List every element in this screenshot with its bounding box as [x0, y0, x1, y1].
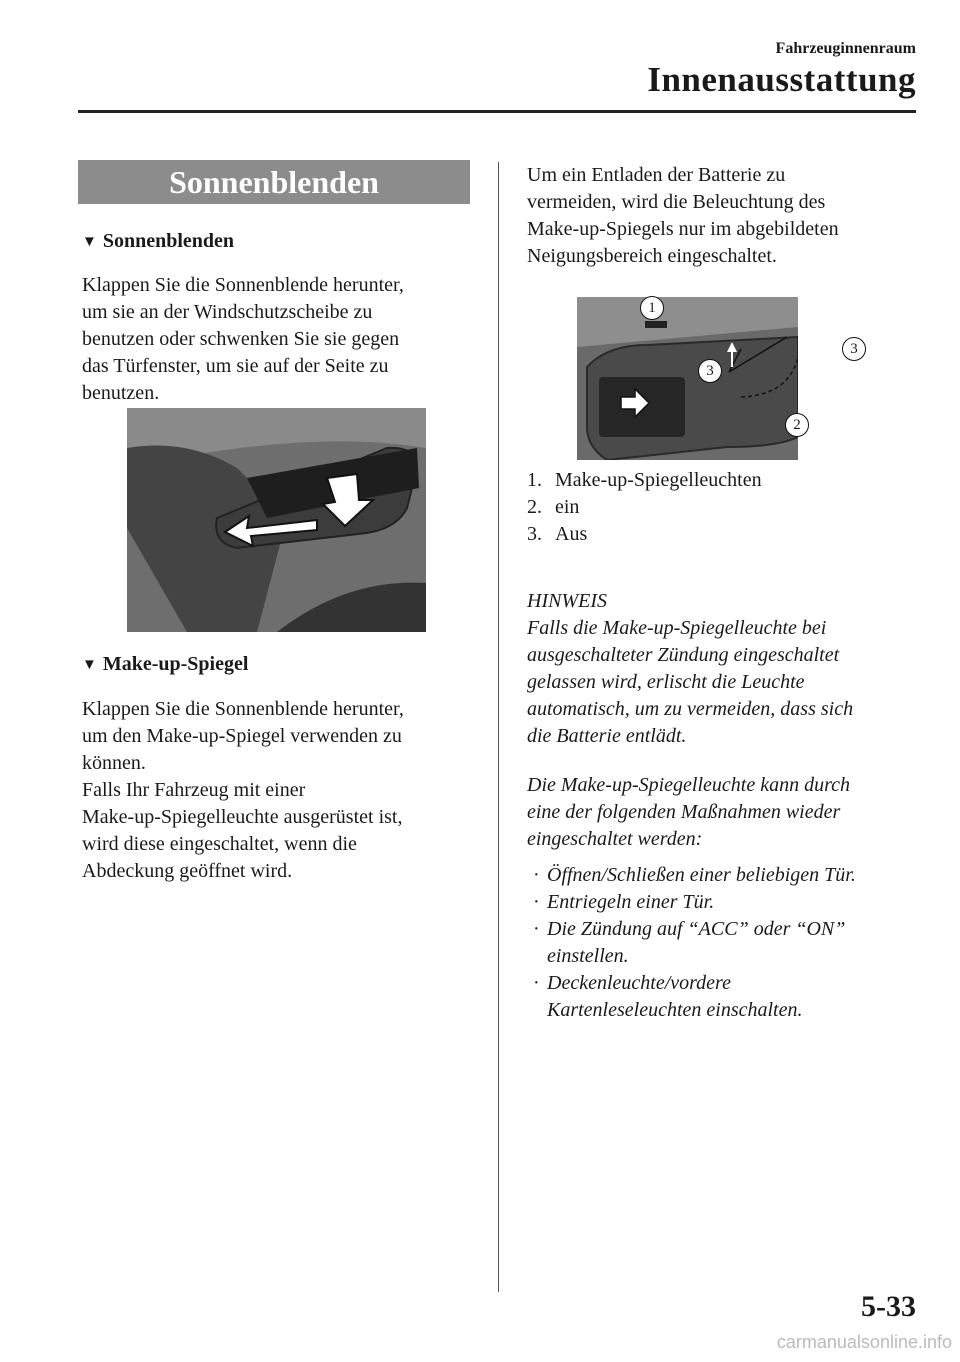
bullet-item: · Die Zündung auf “ACC” oder “ON” einstellen.	[533, 918, 846, 967]
sun-visor-illustration	[127, 408, 426, 632]
bullet-item: · Entriegeln einer Tür.	[533, 891, 715, 913]
sun-visor-figure	[127, 408, 426, 632]
legend-item: 3. Aus	[527, 523, 588, 545]
note-label: HINWEIS	[527, 590, 607, 612]
section-title: Sonnenblenden	[78, 160, 470, 204]
mirror-light-illustration	[577, 297, 798, 460]
bullet-item: · Öffnen/Schließen einer beliebigen Tür.	[533, 864, 856, 886]
bullet-item: · Deckenleuchte/vordere Kartenleseleuchten einschalten.	[533, 972, 803, 1021]
chapter-title: Innenausstattung	[647, 60, 916, 99]
note-paragraph-2: Die Make-up-Spiegelleuchte kann durch eine der folgenden Maßnahmen wieder eingeschaltet werden:	[527, 774, 851, 850]
triangle-bullet-icon: ▼	[82, 234, 97, 250]
legend-item: 1. Make-up-Spiegelleuchten	[527, 469, 762, 491]
callout-3-secondary-icon: 3	[698, 359, 722, 383]
callout-3-icon: 3	[842, 337, 866, 361]
note-bullet-list	[527, 862, 917, 1024]
column-divider	[498, 162, 499, 1292]
callout-1-icon: 1	[640, 296, 664, 320]
sonnenblenden-paragraph: Klappen Sie die Sonnenblende herunter, um sie an der Windschutzscheibe zu benutzen oder schwenken Sie sie gegen das Türfenster, um sie auf der Seite zu benutzen.	[82, 274, 404, 404]
subsection-heading-sonnenblenden: ▼ Sonnenblenden	[82, 230, 235, 252]
triangle-bullet-icon: ▼	[82, 657, 97, 673]
header-rule	[78, 110, 916, 113]
intro-paragraph: Um ein Entladen der Batterie zu vermeiden, wird die Beleuchtung des Make-up-Spiegels nur im abgebildeten Neigungsbereich eingeschaltet.	[527, 164, 839, 267]
subsection-heading-make-up-spiegel: ▼ Make-up-Spiegel	[82, 653, 249, 675]
chapter-subtitle: Fahrzeuginnenraum	[775, 40, 916, 57]
mirror-light-figure	[577, 297, 798, 460]
make-up-spiegel-paragraph: Klappen Sie die Sonnenblende herunter, um den Make-up-Spiegel verwenden zu können. Falls Ihr Fahrzeug mit einer Make-up-Spiegelleuchte ausgerüstet ist, wird diese eingeschaltet, wenn die Abdeckung geöffnet wird.	[82, 698, 404, 882]
figure-legend	[527, 467, 907, 548]
note-block	[527, 588, 917, 1024]
legend-item: 2. ein	[527, 496, 580, 518]
note-paragraph-1: Falls die Make-up-Spiegelleuchte bei ausgeschalteter Zündung eingeschaltet gelassen wird, erlischt die Leuchte automatisch, um zu vermeiden, dass sich die Batterie entlädt.	[527, 617, 854, 747]
lamp-slot	[645, 321, 667, 328]
page-number: 5-33	[861, 1290, 916, 1323]
callout-2-icon: 2	[785, 413, 809, 437]
watermark: carmanualsonline.info	[776, 1332, 952, 1352]
